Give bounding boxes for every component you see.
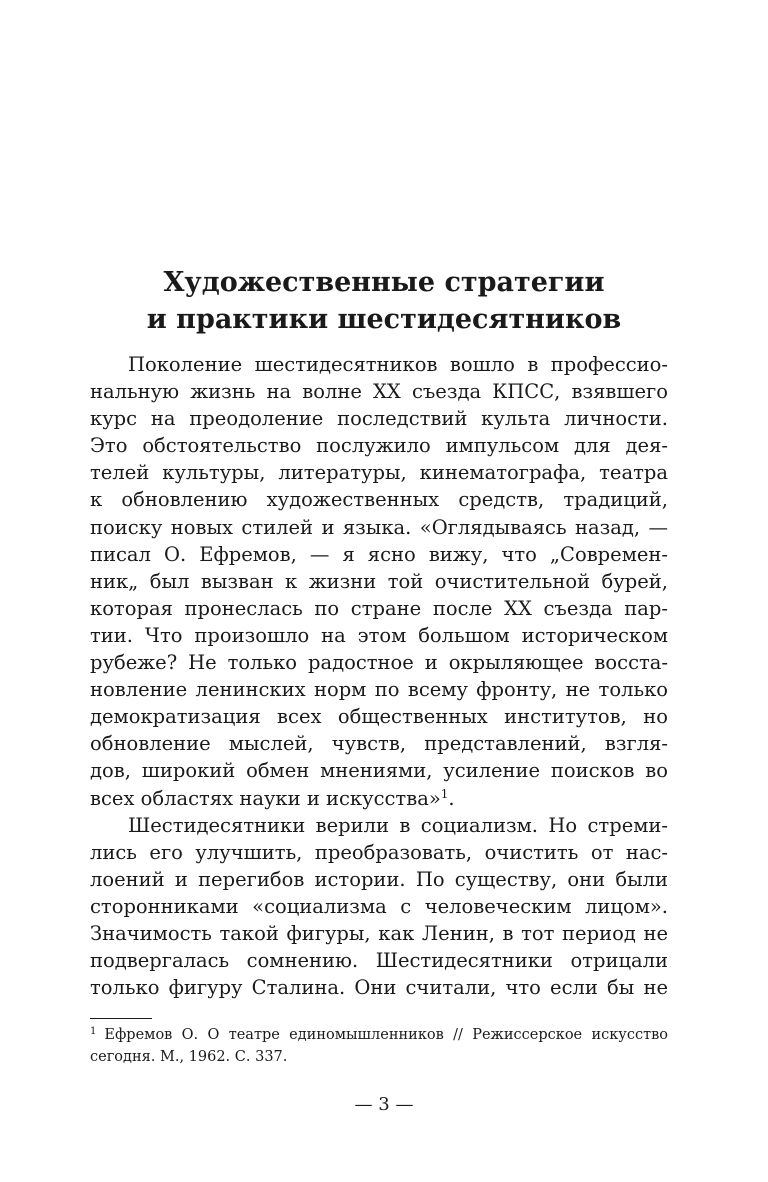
chapter-title-line-1: Художественные стратегии: [163, 267, 605, 298]
chapter-title: [90, 264, 678, 338]
text-line: новление ленинских норм по всему фронту, не только: [90, 678, 668, 702]
text-line: Поколение шестидесятников вошло в профессио-: [128, 353, 668, 376]
body-text: [90, 351, 668, 1001]
footnote-divider: [90, 1018, 152, 1019]
footnote-reference[interactable]: 1: [440, 786, 449, 801]
text-line: телей культуры, литературы, кинематографа, театра: [90, 461, 668, 485]
text-line: которая пронеслась по стране после XX съезда пар-: [90, 596, 668, 620]
text-line: лись его улучшить, преобразовать, очистить от нас-: [90, 840, 668, 864]
text-line-last: [90, 785, 668, 812]
text-line: дов, широкий обмен мнениями, усиление поисков во: [90, 759, 668, 783]
text-line: поиску новых стилей и языка. «Оглядываясь назад, —: [90, 515, 668, 539]
text-line: ник„ был вызван к жизни той очистительной бурей,: [90, 569, 668, 593]
text-line: к обновлению художественных средств, традиций,: [90, 488, 668, 512]
footnote-mark: 1: [90, 1026, 97, 1037]
text-line: сторонниками «социализма с человеческим лицом».: [90, 894, 668, 918]
text-line: рубеже? Не только радостное и окрыляющее восста-: [90, 651, 668, 675]
text-line: только фигуру Сталина. Они считали, что если бы не: [90, 976, 668, 1000]
chapter-title-line-2: и практики шестидесятников: [146, 304, 622, 335]
text-line: нальную жизнь на волне XX съезда КПСС, взявшего: [90, 380, 668, 404]
page-number: — 3 —: [354, 1094, 414, 1115]
text-line: подвергалась сомнению. Шестидесятники отрицали: [90, 949, 668, 973]
text-line-content: всех областях науки и искусства»: [90, 786, 441, 810]
footnote-line-1: [90, 1024, 668, 1046]
text-line: писал О. Ефремов, — я ясно вижу, что „Современ-: [90, 542, 668, 566]
footnote: [90, 1024, 668, 1068]
sentence-end: .: [448, 786, 455, 810]
text-line: Шестидесятники верили в социализм. Но стреми-: [128, 813, 668, 837]
text-line: лоений и перегибов истории. По существу, они были: [90, 867, 668, 891]
text-line: тии. Что произошло на этом большом историческом: [90, 623, 668, 647]
text-line: курс на преодоление последствий культа личности.: [90, 407, 668, 431]
text-line: обновление мыслей, чувств, представлений, взгля-: [90, 732, 668, 756]
footnote-line-2: сегодня. М., 1962. С. 337.: [90, 1049, 288, 1065]
text-line: Это обстоятельство послужило импульсом для дея-: [90, 434, 668, 458]
footnote-text-1: Ефремов О. О театре единомышленников // Режиссерское искусство: [104, 1027, 668, 1043]
text-line: Значимость такой фигуры, как Ленин, в тот период не: [90, 921, 668, 945]
text-line: демократизация всех общественных институтов, но: [90, 705, 668, 729]
